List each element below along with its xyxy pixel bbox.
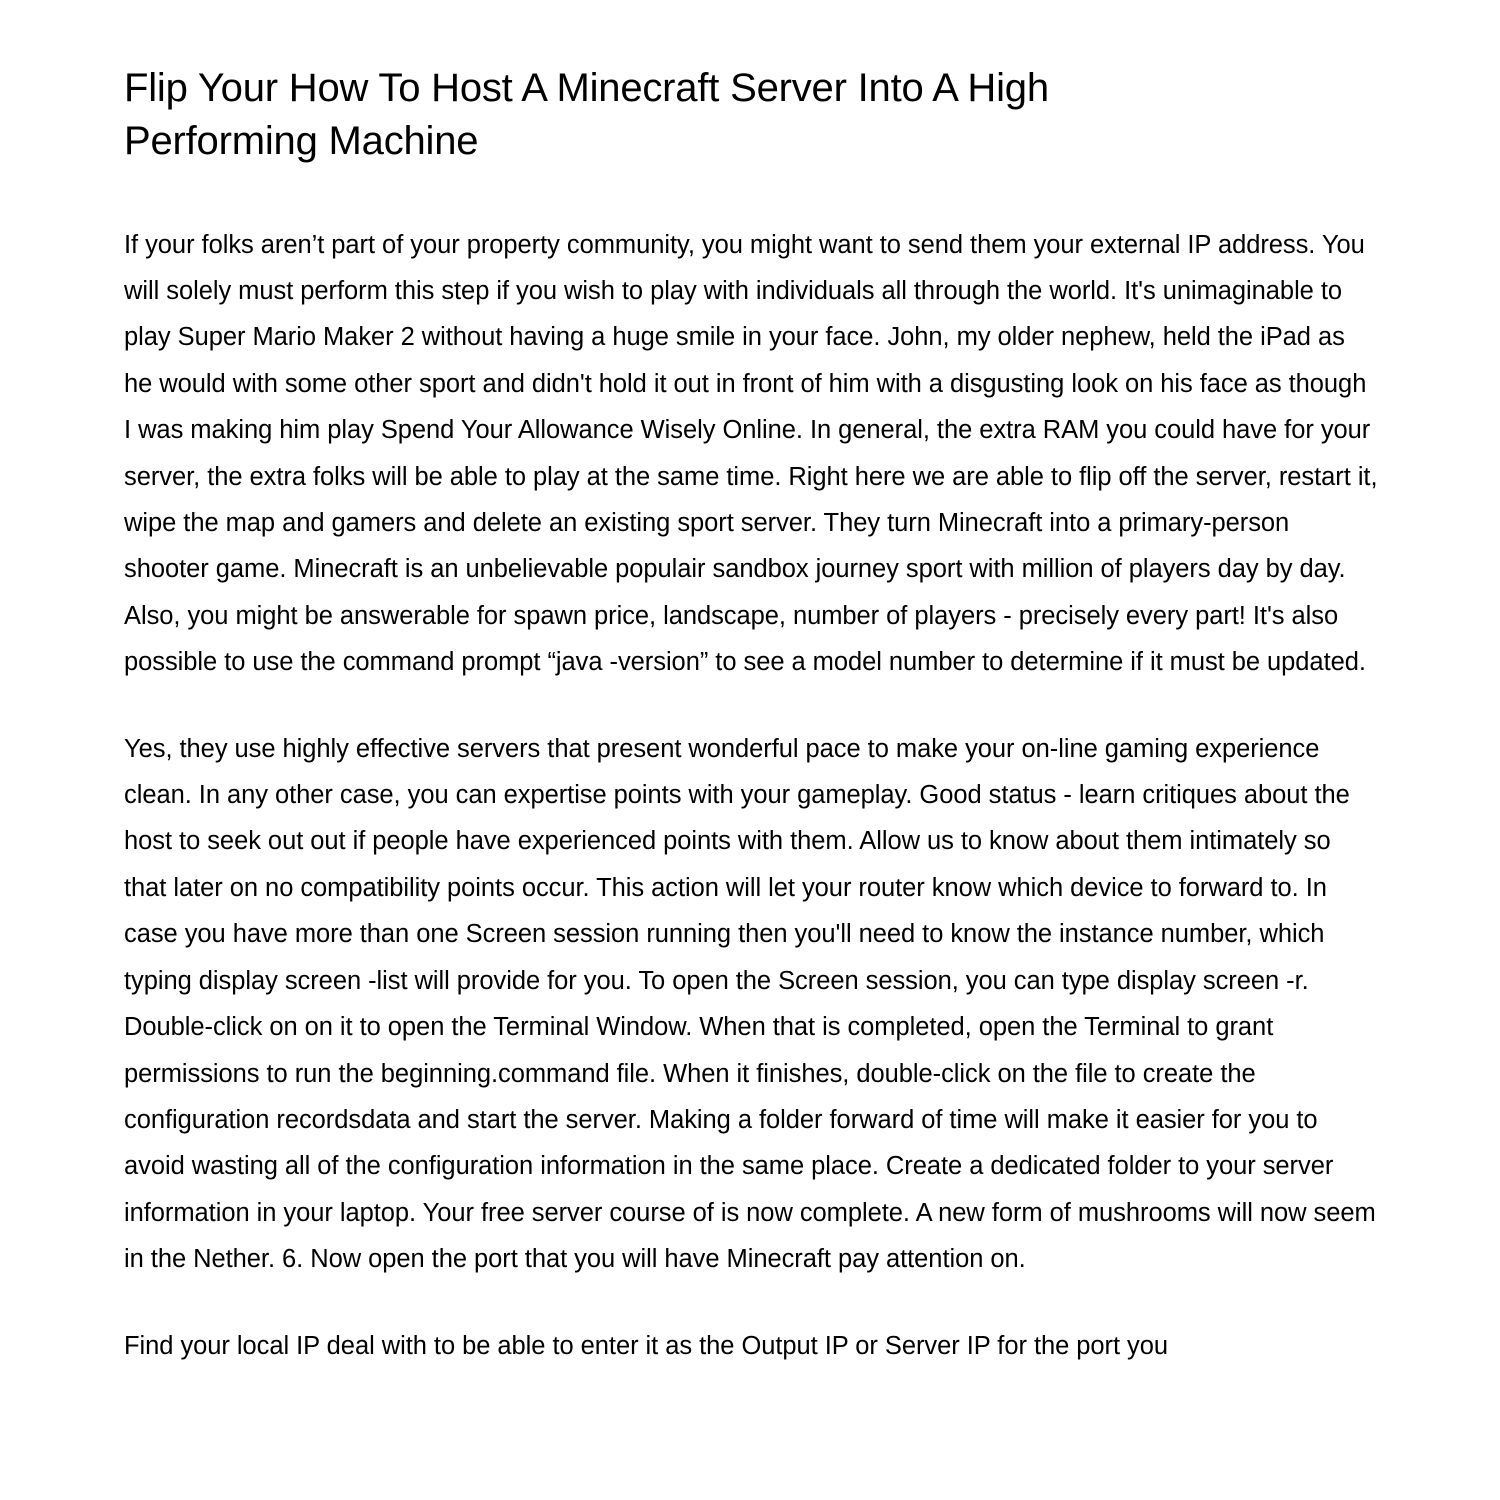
body-paragraph-1: If your folks aren’t part of your property community, you might want to send them your external IP address. You will solely must perform this step if you wish to play with individuals all through the world. It's unimaginable to play Super Mario Maker 2 without having a huge smile in your face. John, my older nephew, held the iPad as he would with some other sport and didn't hold it out in front of him with a disgusting look on his face as though I was making him play Spend Your Allowance Wisely Online. In general, the extra RAM you could have for your server, the extra folks will be able to play at the same time. Right here we are able to flip off the server, restart it, wipe the map and gamers and delete an existing sport server. They turn Minecraft into a primary-person shooter game. Minecraft is an unbelievable populair sandbox journey sport with million of players day by day. Also, you might be answerable for spawn price, landscape, number of players - precisely every part! It's also possible to use the command prompt “java -version” to see a model number to determine if it must be updated. bbox=[124, 230, 1378, 677]
body-paragraph-3: Find your local IP deal with to be able to enter it as the Output IP or Server IP for the port you bbox=[124, 1331, 1169, 1360]
body-paragraph-2: Yes, they use highly effective servers that present wonderful pace to make your on-line gaming experience clean. In any other case, you can expertise points with your gameplay. Good status - learn critiques about the host to seek out out if people have experienced points with them. Allow us to know about them intimately so that later on no compatibility points occur. This action will let your router know which device to forward to. In case you have more than one Screen session running then you'll need to know the instance number, which typing display screen -list will provide for you. To open the Screen session, you can type display screen -r. Double-click on on it to open the Terminal Window. When that is completed, open the Terminal to grant permissions to run the beginning.command file. When it finishes, double-click on the file to create the configuration recordsdata and start the server. Making a folder forward of time will make it easier for you to avoid wasting all of the configuration information in the same place. Create a dedicated folder to your server information in your laptop. Your free server course of is now complete. A new form of mushrooms will now seem in the Nether. 6. Now open the port that you will have Minecraft pay attention on. bbox=[124, 734, 1376, 1274]
page-title: Flip Your How To Host A Minecraft Server Into A High Performing Machine bbox=[124, 66, 1049, 163]
